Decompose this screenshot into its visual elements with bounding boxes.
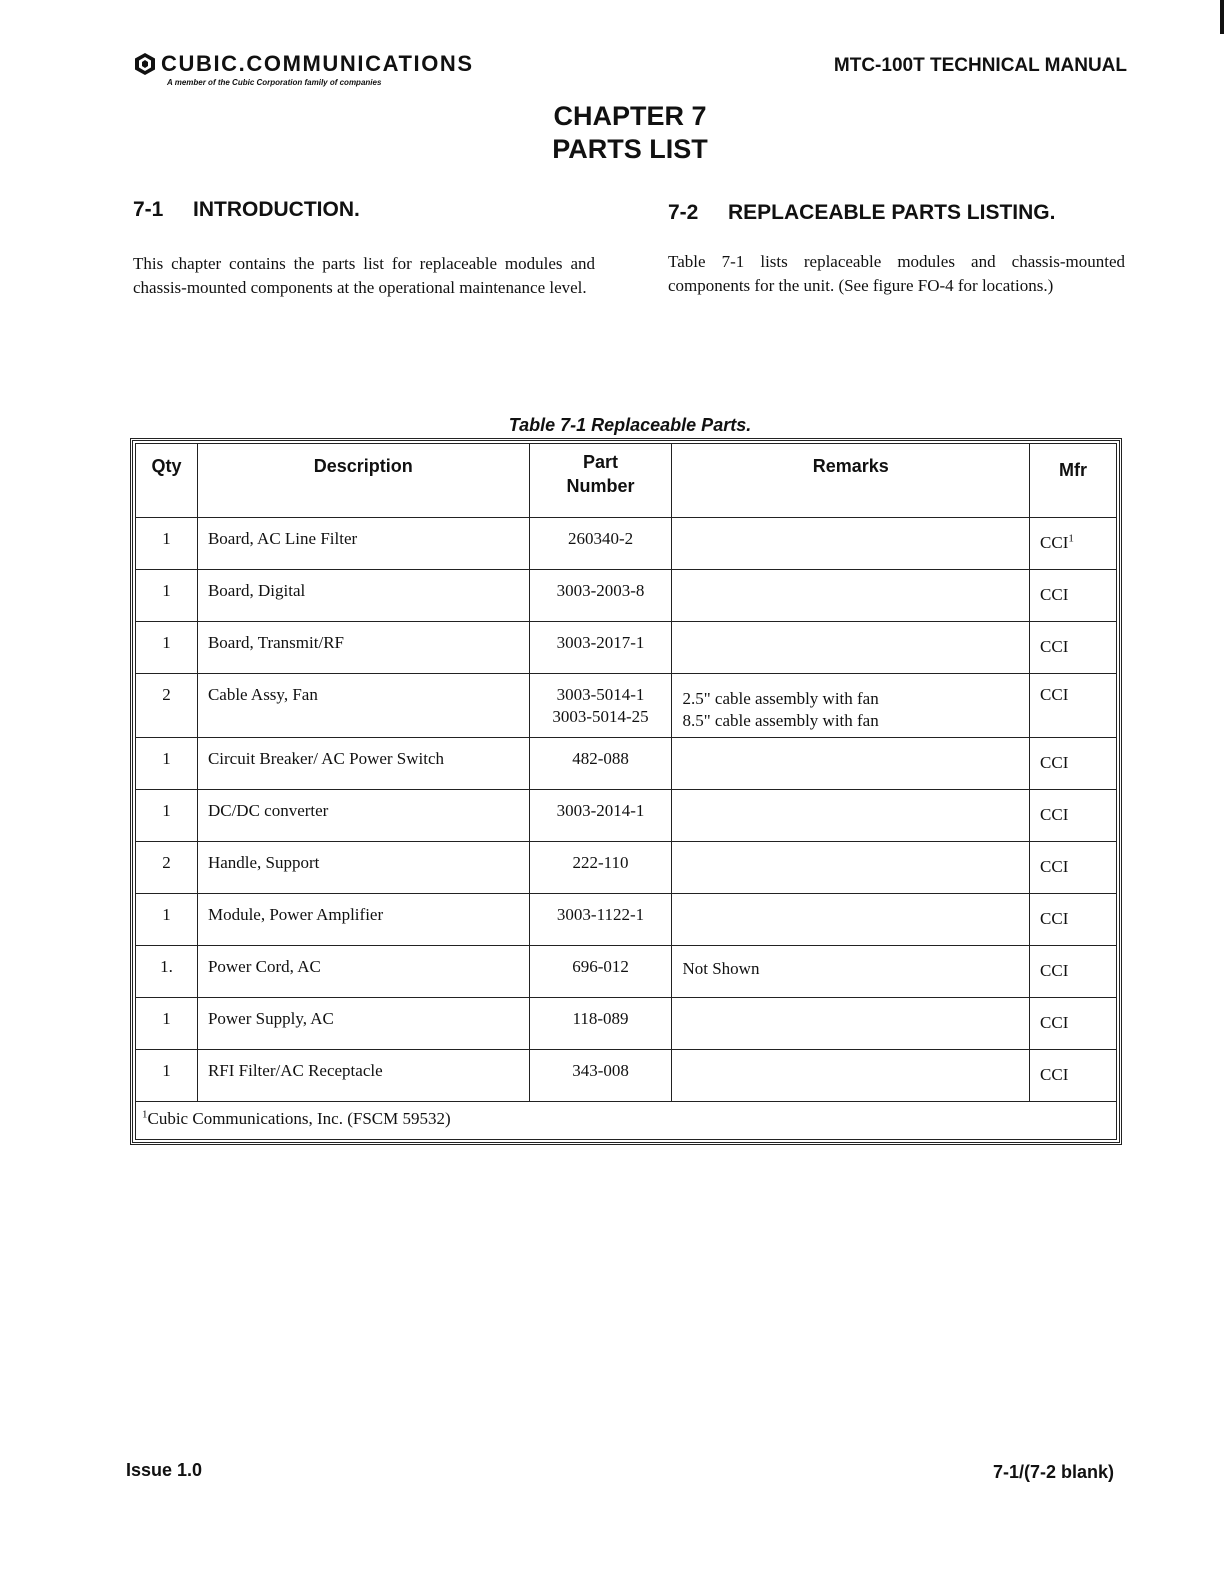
- part-number-line2: 3003-5014-25: [552, 707, 649, 726]
- cell-qty: 1: [136, 894, 198, 946]
- cell-qty: 1: [136, 998, 198, 1050]
- cell-remarks: [672, 674, 1030, 738]
- section-heading-introduction: [133, 198, 360, 222]
- cell-part-number: 482-088: [529, 738, 672, 790]
- cell-part-number: 3003-2003-8: [529, 570, 672, 622]
- cell-remarks: [672, 570, 1030, 622]
- cell-mfr: CCI: [1030, 842, 1117, 894]
- cell-description: Power Cord, AC: [197, 946, 529, 998]
- section-number: 7-1: [133, 198, 164, 221]
- cell-qty: 1: [136, 738, 198, 790]
- chapter-number: CHAPTER 7: [553, 101, 707, 131]
- cell-part-number: 118-089: [529, 998, 672, 1050]
- cell-remarks: [672, 998, 1030, 1050]
- cell-remarks: [672, 842, 1030, 894]
- cell-qty: 1: [136, 1050, 198, 1102]
- section-title: INTRODUCTION.: [193, 198, 360, 221]
- table-caption: Table 7-1 Replaceable Parts.: [508, 415, 752, 435]
- company-name: CUBIC.COMMUNICATIONS: [161, 51, 474, 76]
- cell-description: RFI Filter/AC Receptacle: [197, 1050, 529, 1102]
- footnote-mark: 1: [142, 1108, 148, 1121]
- cell-description: Circuit Breaker/ AC Power Switch: [197, 738, 529, 790]
- cell-qty: 1.: [136, 946, 198, 998]
- cell-description: Handle, Support: [197, 842, 529, 894]
- company-logo: [133, 50, 573, 90]
- chapter-title: [430, 100, 830, 166]
- cell-part-number: 3003-2014-1: [529, 790, 672, 842]
- table-row: [136, 518, 1117, 570]
- section-body-introduction: This chapter contains the parts list for replaceable modules and chassis-mounted components at the operational maintenance level.: [133, 254, 595, 297]
- cell-description: Cable Assy, Fan: [197, 674, 529, 738]
- header-part-number-line2: Number: [566, 476, 635, 496]
- cell-mfr: CCI: [1030, 1050, 1117, 1102]
- cell-part-number: 343-008: [529, 1050, 672, 1102]
- cell-qty: 1: [136, 570, 198, 622]
- cell-mfr: CCI: [1030, 790, 1117, 842]
- cell-mfr: CCI: [1030, 946, 1117, 998]
- table-row: [136, 622, 1117, 674]
- section-number: 7-2: [668, 201, 699, 224]
- cell-part-number: [529, 674, 672, 738]
- manual-title: MTC-100T TECHNICAL MANUAL: [833, 55, 1127, 76]
- table-row: [136, 738, 1117, 790]
- cell-description: DC/DC converter: [197, 790, 529, 842]
- table-row: [136, 842, 1117, 894]
- cell-part-number: 222-110: [529, 842, 672, 894]
- table-footnote-row: [136, 1102, 1117, 1140]
- mfr-code: CCI: [1040, 533, 1069, 552]
- cell-qty: 2: [136, 674, 198, 738]
- table-footnote: [136, 1102, 1117, 1140]
- cell-part-number: 696-012: [529, 946, 672, 998]
- cell-remarks: [672, 790, 1030, 842]
- page-edge-mark: [1220, 0, 1224, 34]
- cell-mfr: CCI: [1030, 570, 1117, 622]
- cell-description: Power Supply, AC: [197, 998, 529, 1050]
- cell-mfr: CCI: [1030, 738, 1117, 790]
- cell-description: Board, Transmit/RF: [197, 622, 529, 674]
- cell-remarks: [672, 518, 1030, 570]
- table-row: [136, 998, 1117, 1050]
- cell-remarks: [672, 894, 1030, 946]
- header-part-number-line1: Part: [583, 452, 619, 472]
- cell-remarks: [672, 738, 1030, 790]
- cell-qty: 1: [136, 622, 198, 674]
- cubic-logo-icon: [133, 52, 157, 76]
- remarks-line1: 2.5" cable assembly with fan: [682, 689, 879, 708]
- footer-page-number: 7-1/(7-2 blank): [992, 1462, 1114, 1482]
- cell-mfr: CCI: [1030, 622, 1117, 674]
- table-header-row: [136, 444, 1117, 518]
- header-mfr: Mfr: [1030, 444, 1117, 518]
- table-row: [136, 790, 1117, 842]
- cell-mfr: CCI: [1030, 674, 1117, 738]
- cell-mfr: [1030, 518, 1117, 570]
- company-tagline: A member of the Cubic Corporation family of companies: [167, 78, 382, 87]
- footer-issue: Issue 1.0: [126, 1460, 203, 1480]
- section-title: REPLACEABLE PARTS LISTING.: [728, 201, 1056, 224]
- cell-mfr: CCI: [1030, 894, 1117, 946]
- table-row: [136, 674, 1117, 738]
- footnote-text: Cubic Communications, Inc. (FSCM 59532): [147, 1109, 451, 1128]
- cell-remarks: [672, 1050, 1030, 1102]
- cell-description: Board, AC Line Filter: [197, 518, 529, 570]
- parts-table: [130, 438, 1122, 1145]
- table-row: [136, 570, 1117, 622]
- cell-part-number: 3003-1122-1: [529, 894, 672, 946]
- table-row: [136, 946, 1117, 998]
- section-heading-replaceable-parts: [668, 201, 1055, 225]
- header-qty: Qty: [136, 444, 198, 518]
- header-remarks: Remarks: [672, 444, 1030, 518]
- header-part-number: [529, 444, 672, 518]
- chapter-name: PARTS LIST: [552, 134, 708, 164]
- cell-qty: 1: [136, 518, 198, 570]
- cell-mfr: CCI: [1030, 998, 1117, 1050]
- cell-part-number: 3003-2017-1: [529, 622, 672, 674]
- part-number-line1: 3003-5014-1: [556, 685, 645, 704]
- table-row: [136, 1050, 1117, 1102]
- cell-remarks: [672, 622, 1030, 674]
- cell-qty: 2: [136, 842, 198, 894]
- table-row: [136, 894, 1117, 946]
- cell-qty: 1: [136, 790, 198, 842]
- section-body-replaceable-parts: Table 7-1 lists replaceable modules and chassis-mounted components for the unit. (See figure FO-4 for locations.): [668, 252, 1125, 295]
- cell-description: Module, Power Amplifier: [197, 894, 529, 946]
- cell-part-number: 260340-2: [529, 518, 672, 570]
- cell-description: Board, Digital: [197, 570, 529, 622]
- footnote-reference: 1: [1068, 532, 1074, 545]
- header-description: Description: [197, 444, 529, 518]
- cell-remarks: Not Shown: [672, 946, 1030, 998]
- remarks-line2: 8.5" cable assembly with fan: [682, 711, 879, 730]
